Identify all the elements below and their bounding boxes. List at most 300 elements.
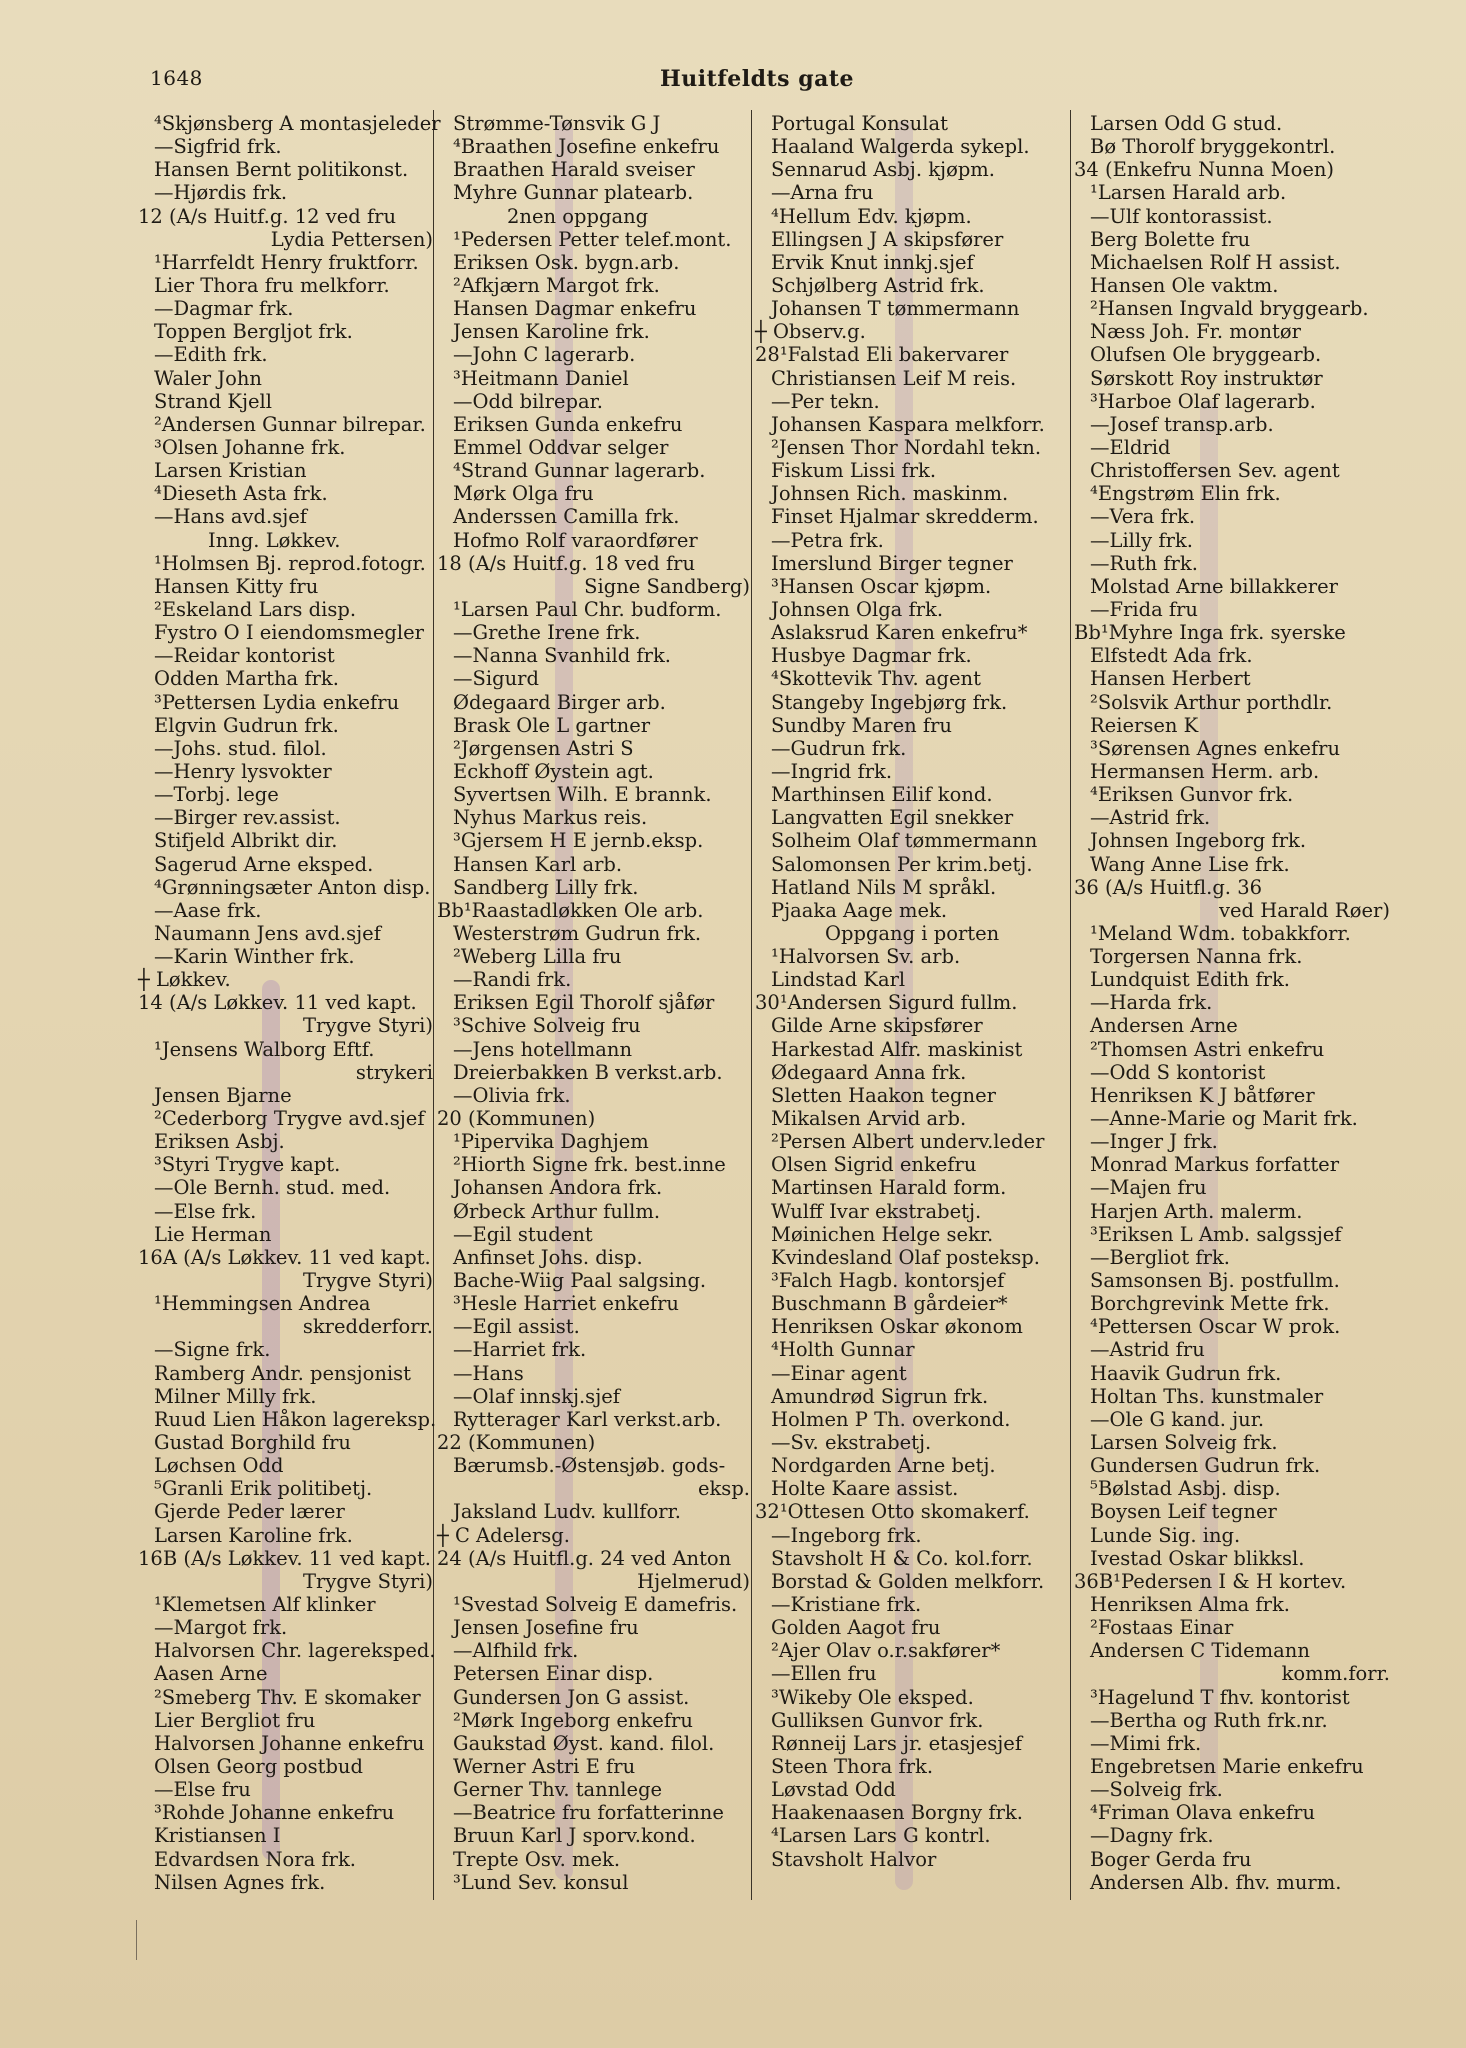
directory-entry: ²Jensen Thor Nordahl tekn. [771, 435, 1042, 459]
directory-entry: Hansen Herbert [1090, 667, 1251, 691]
directory-entry: ⁴Hellum Edv. kjøpm. [771, 204, 972, 228]
directory-entry: Wulff Ivar ekstrabetj. [771, 1199, 982, 1223]
directory-entry: ¹Pedersen Petter telef.mont. [453, 227, 732, 251]
directory-entry: ³Wikeby Ole eksped. [771, 1685, 974, 1709]
directory-entry: —Arna fru [771, 181, 874, 205]
directory-entry: Werner Astri E fru [453, 1754, 636, 1778]
directory-entry: Olsen Georg postbud [154, 1754, 363, 1778]
directory-entry: ⁴Larsen Lars G kontrl. [771, 1824, 991, 1848]
directory-entry: 34 (Enkefru Nunna Moen) [1074, 158, 1335, 182]
directory-entry: —Birger rev.assist. [154, 806, 341, 830]
directory-entry: —Anne-Marie og Marit frk. [1090, 1107, 1358, 1131]
directory-entry: Martinsen Harald form. [771, 1176, 1007, 1200]
directory-entry: Milner Milly frk. [154, 1384, 317, 1408]
directory-entry: —Nanna Svanhild frk. [453, 644, 671, 668]
directory-entry: ⁴Strand Gunnar lagerarb. [453, 459, 706, 483]
directory-entry: Holte Kaare assist. [771, 1477, 959, 1501]
directory-entry: Hansen Karl arb. [453, 852, 623, 876]
directory-entry: Gustad Borghild fru [154, 1431, 351, 1455]
directory-entry: ²Persen Albert underv.leder [771, 1130, 1045, 1154]
directory-entry: Henriksen K J båtfører [1090, 1083, 1315, 1107]
column-rule [1070, 110, 1071, 1900]
directory-entry: Elfstedt Ada frk. [1090, 644, 1253, 668]
directory-entry: Strand Kjell [154, 389, 273, 413]
directory-entry: Næss Joh. Fr. montør [1090, 320, 1301, 344]
directory-entry: komm.forr. [1281, 1662, 1390, 1686]
directory-entry: Husbye Dagmar frk. [771, 644, 972, 668]
directory-entry: Jensen Bjarne [154, 1083, 292, 1107]
directory-entry: ⁴Engstrøm Elin frk. [1090, 482, 1281, 506]
directory-entry: Signe Sandberg) [584, 574, 750, 598]
directory-entry: —Einar agent [771, 1361, 907, 1385]
directory-entry: —Ole Bernh. stud. med. [154, 1176, 391, 1200]
directory-entry: —Josef transp.arb. [1090, 412, 1274, 436]
directory-entry: 16B (A/s Løkkev. 11 ved kapt. [138, 1546, 431, 1570]
directory-entry: Amundrød Sigrun frk. [771, 1384, 989, 1408]
directory-entry: ²Thomsen Astri enkefru [1090, 1037, 1325, 1061]
directory-entry: ³Sørensen Agnes enkefru [1090, 736, 1341, 760]
directory-entry: Rytterager Karl verkst.arb. [453, 1407, 722, 1431]
directory-entry: Torgersen Nanna frk. [1090, 945, 1303, 969]
directory-entry: Trepte Osv. mek. [453, 1847, 621, 1871]
directory-entry: ⁴Eriksen Gunvor frk. [1090, 783, 1294, 807]
directory-entry: Christiansen Leif M reis. [771, 366, 1017, 390]
directory-entry: ²Eskeland Lars disp. [154, 597, 357, 621]
directory-entry: Jensen Josefine fru [453, 1616, 639, 1640]
directory-entry: ²Ajer Olav o.r.sakfører* [771, 1639, 1001, 1663]
directory-entry: —Else fru [154, 1778, 251, 1802]
directory-entry: ³Falch Hagb. kontorsjef [771, 1269, 1005, 1293]
directory-entry: Johansen Andora frk. [453, 1176, 663, 1200]
directory-entry: —Hjørdis frk. [154, 181, 288, 205]
directory-entry: ³Styri Trygve kapt. [154, 1153, 341, 1177]
directory-entry: —Aase frk. [154, 898, 262, 922]
directory-entry: —Jens hotellmann [453, 1037, 633, 1061]
directory-entry: Holtan Ths. kunstmaler [1090, 1384, 1324, 1408]
directory-entry: —Johs. stud. filol. [154, 736, 327, 760]
directory-entry: —Ingeborg frk. [771, 1523, 922, 1547]
directory-entry: ²Mørk Ingeborg enkefru [453, 1708, 693, 1732]
directory-entry: 22 (Kommunen) [437, 1431, 596, 1455]
column-1 [138, 112, 441, 1894]
directory-entry: ³Heitmann Daniel [453, 366, 629, 390]
directory-entry: Ivestad Oskar blikksl. [1090, 1546, 1305, 1570]
directory-entry: ¹Jensens Walborg Eftf. [154, 1037, 375, 1061]
directory-entry: Nilsen Agnes frk. [154, 1870, 326, 1894]
directory-entry: Ruud Lien Håkon lagereksp. [154, 1407, 437, 1431]
directory-entry: Kristiansen I [154, 1824, 281, 1848]
directory-entry: Hjelmerud) [637, 1569, 750, 1593]
directory-entry: Anderssen Camilla frk. [453, 505, 680, 529]
directory-entry: Ødegaard Birger arb. [453, 690, 666, 714]
directory-entry: Stangeby Ingebjørg frk. [771, 690, 1008, 714]
directory-entry: Johansen Kaspara melkforr. [771, 412, 1045, 436]
directory-entry: —Hans avd.sjef [154, 505, 308, 529]
directory-entry: ³Rohde Johanne enkefru [154, 1801, 395, 1825]
directory-entry: Andersen Alb. fhv. murm. [1090, 1870, 1342, 1894]
directory-entry: —Sigfrid frk. [154, 135, 282, 159]
directory-entry: Lier Bergliot fru [154, 1708, 316, 1732]
directory-entry: ⁴Skottevik Thv. agent [771, 667, 981, 691]
directory-entry: Berg Bolette fru [1090, 227, 1251, 251]
directory-entry: Gundersen Gudrun frk. [1090, 1454, 1321, 1478]
directory-entry: Eckhoff Øystein agt. [453, 759, 654, 783]
directory-entry: —Vera frk. [1090, 505, 1196, 529]
directory-entry: —Ruth frk. [1090, 551, 1198, 575]
directory-entry: —Majen fru [1090, 1176, 1207, 1200]
directory-entry: —Solveig frk. [1090, 1778, 1223, 1802]
directory-entry: Aslaksrud Karen enkefru* [771, 621, 1028, 645]
directory-entry: —Reidar kontorist [154, 644, 335, 668]
column-rule [433, 110, 434, 1900]
directory-entry: 36 (A/s Huitfl.g. 36 [1074, 875, 1263, 899]
directory-entry: Sennarud Asbj. kjøpm. [771, 158, 995, 182]
directory-entry: ³Gjersem H E jernb.eksp. [453, 829, 704, 853]
directory-entry: —Mimi frk. [1090, 1731, 1202, 1755]
directory-entry: ²Fostaas Einar [1090, 1616, 1234, 1640]
directory-entry: —Astrid fru [1090, 1338, 1205, 1362]
directory-entry: —Olaf innskj.sjef [453, 1384, 620, 1408]
directory-entry: ┼ Løkkev. [138, 968, 231, 992]
directory-entry: ³Harboe Olaf lagerarb. [1090, 389, 1316, 413]
directory-entry: Larsen Odd G stud. [1090, 112, 1283, 135]
directory-entry: Golden Aagot fru [771, 1616, 941, 1640]
directory-entry: Halvorsen Chr. lagereksped. [154, 1639, 436, 1663]
directory-entry: Andersen C Tidemann [1090, 1639, 1310, 1663]
directory-entry: Nordgarden Arne betj. [771, 1454, 996, 1478]
directory-entry: —Eldrid [1090, 435, 1171, 459]
directory-entry: Ellingsen J A skipsfører [771, 227, 1004, 251]
directory-entry: Andersen Arne [1090, 1014, 1238, 1038]
directory-entry: ⁴Braathen Josefine enkefru [453, 135, 720, 159]
directory-entry: Hansen Bernt politikonst. [154, 158, 409, 182]
directory-entry: Samsonsen Bj. postfullm. [1090, 1269, 1340, 1293]
directory-entry: Fiskum Lissi frk. [771, 459, 937, 483]
directory-entry: ¹Larsen Paul Chr. budform. [453, 597, 722, 621]
directory-entry: Bø Thorolf bryggekontrl. [1090, 135, 1336, 159]
directory-entry: Eriksen Egil Thorolf sjåfør [453, 991, 715, 1015]
directory-entry: strykeri [355, 1060, 433, 1084]
directory-entry: —Alfhild frk. [453, 1639, 579, 1663]
directory-entry: ⁵Bølstad Asbj. disp. [1090, 1477, 1281, 1501]
directory-entry: Halvorsen Johanne enkefru [154, 1731, 425, 1755]
directory-entry: ¹Svestad Solveig E damefris. [453, 1593, 738, 1616]
directory-entry: 20 (Kommunen) [437, 1107, 596, 1131]
directory-entry: Gerner Thv. tannlege [453, 1778, 663, 1802]
directory-entry: —Grethe Irene frk. [453, 621, 641, 645]
directory-entry: ²Hansen Ingvald bryggearb. [1090, 297, 1369, 321]
directory-entry: ┼ C Adelersg. [437, 1523, 570, 1547]
directory-entry: —Karin Winther frk. [154, 945, 355, 969]
directory-entry: Marthinsen Eilif kond. [771, 783, 993, 807]
directory-entry: —Beatrice fru forfatterinne [453, 1801, 724, 1825]
directory-entry: —Lilly frk. [1090, 528, 1193, 552]
directory-entry: —Bertha og Ruth frk.nr. [1090, 1708, 1328, 1732]
directory-entry: —Egil assist. [453, 1315, 580, 1339]
directory-entry: Ervik Knut innkj.sjef [771, 250, 974, 274]
street-title: Huitfeldts gate [660, 66, 855, 92]
directory-entry: Pjaaka Aage mek. [771, 898, 948, 922]
directory-entry: Trygve Styri) [303, 1014, 433, 1038]
directory-entry: Petersen Einar disp. [453, 1662, 654, 1686]
directory-entry: Gundersen Jon G assist. [453, 1685, 690, 1709]
directory-entry: Oppgang i porten [825, 921, 1000, 945]
directory-entry: Borchgrevink Mette frk. [1090, 1292, 1330, 1316]
directory-entry: Stifjeld Albrikt dir. [154, 829, 338, 853]
directory-entry: —Olivia frk. [453, 1083, 571, 1107]
directory-entry: Sørskott Roy instruktør [1090, 366, 1323, 390]
directory-entry: —Dagny frk. [1090, 1824, 1214, 1848]
directory-entry: Finset Hjalmar skredderm. [771, 505, 1039, 529]
directory-entry: Holmen P Th. overkond. [771, 1407, 1011, 1431]
directory-entry: ¹Pipervika Daghjem [453, 1130, 649, 1154]
directory-entry: —Dagmar frk. [154, 297, 294, 321]
directory-entry: ┼ Observ.g. [755, 320, 866, 344]
directory-entry: Larsen Karoline frk. [154, 1523, 353, 1547]
directory-entry: ²Cederborg Trygve avd.sjef [154, 1107, 425, 1131]
directory-entry: Steen Thora frk. [771, 1754, 934, 1778]
directory-entry: 30¹Andersen Sigurd fullm. [755, 991, 1018, 1015]
directory-entry: Sletten Haakon tegner [771, 1083, 996, 1107]
directory-entry: Boysen Leif tegner [1090, 1500, 1277, 1524]
directory-entry: ²Hiorth Signe frk. best.inne [453, 1153, 726, 1177]
directory-entry: Christoffersen Sev. agent [1090, 459, 1340, 483]
directory-entry: Engebretsen Marie enkefru [1090, 1754, 1364, 1778]
directory-entry: Salomonsen Per krim.betj. [771, 852, 1033, 876]
directory-entry: Johnsen Ingeborg frk. [1090, 829, 1307, 853]
directory-entry: Kvindesland Olaf posteksp. [771, 1245, 1040, 1269]
directory-entry: Haakenaasen Borgny frk. [771, 1801, 1023, 1825]
directory-entry: —Egil student [453, 1222, 593, 1246]
directory-entry: Fystro O I eiendomsmegler [154, 621, 424, 645]
directory-entry: Boger Gerda fru [1090, 1847, 1252, 1871]
directory-entry: Bærumsb.-Østensjøb. gods- [453, 1454, 726, 1478]
directory-entry: Hofmo Rolf varaordfører [453, 528, 698, 552]
directory-entry: Solheim Olaf tømmermann [771, 829, 1038, 853]
directory-entry: —Ulf kontorassist. [1090, 204, 1273, 228]
directory-entry: Trygve Styri) [303, 1569, 433, 1593]
directory-entry: skredderforr. [302, 1315, 433, 1339]
directory-entry: Reiersen K [1090, 713, 1199, 737]
directory-entry: 12 (A/s Huitf.g. 12 ved fru [138, 204, 397, 228]
directory-entry: ⁴Friman Olava enkefru [1090, 1801, 1316, 1825]
directory-entry: Strømme-Tønsvik G J [453, 112, 661, 135]
directory-entry: —Margot frk. [154, 1616, 288, 1640]
directory-entry: ¹Harrfeldt Henry fruktforr. [154, 250, 419, 274]
directory-entry: —Ole G kand. jur. [1090, 1407, 1265, 1431]
directory-entry: Molstad Arne billakkerer [1090, 574, 1338, 598]
column-rule [751, 110, 752, 1900]
directory-entry: Henriksen Oskar økonom [771, 1315, 1023, 1339]
directory-entry: Sundby Maren fru [771, 713, 952, 737]
directory-entry: Olsen Sigrid enkefru [771, 1153, 977, 1177]
directory-entry: Jaksland Ludv. kullforr. [453, 1500, 681, 1524]
directory-entry: —Ingrid frk. [771, 759, 893, 783]
directory-entry: ³Olsen Johanne frk. [154, 435, 346, 459]
directory-entry: Stavsholt H & Co. kol.forr. [771, 1546, 1033, 1570]
directory-entry: Lydia Pettersen) [270, 227, 433, 251]
directory-entry: Portugal Konsulat [771, 112, 948, 135]
directory-entry: Larsen Solveig frk. [1090, 1431, 1278, 1455]
directory-entry: Harkestad Alfr. maskinist [771, 1037, 1023, 1061]
directory-entry: ⁴Grønningsæter Anton disp. [154, 875, 431, 899]
directory-entry: —Signe frk. [154, 1338, 271, 1362]
directory-entry: —John C lagerarb. [453, 343, 636, 367]
directory-entry: 24 (A/s Huitfl.g. 24 ved Anton [437, 1546, 732, 1570]
page-number: 1648 [150, 66, 203, 90]
directory-entry: ¹Holmsen Bj. reprod.fotogr. [154, 551, 426, 575]
directory-entry: Hermansen Herm. arb. [1090, 759, 1320, 783]
directory-entry: ¹Meland Wdm. tobakkforr. [1090, 921, 1351, 945]
directory-entry: Schjølberg Astrid frk. [771, 273, 985, 297]
directory-entry: —Harriet frk. [453, 1338, 587, 1362]
directory-entry: Bruun Karl J sporv.kond. [453, 1824, 696, 1848]
directory-entry: 18 (A/s Huitf.g. 18 ved fru [437, 551, 696, 575]
directory-entry: Imerslund Birger tegner [771, 551, 1013, 575]
column-3 [755, 112, 1065, 1871]
directory-entry: Braathen Harald sveiser [453, 158, 695, 182]
directory-entry: Buschmann B gårdeier* [771, 1292, 1008, 1316]
directory-entry: ²Jørgensen Astri S [453, 736, 634, 760]
directory-entry: ¹Hemmingsen Andrea [154, 1292, 371, 1316]
directory-entry: Lindstad Karl [771, 968, 906, 992]
directory-entry: Mørk Olga fru [453, 482, 594, 506]
directory-entry: Møinichen Helge sekr. [771, 1222, 994, 1246]
directory-entry: —Harda frk. [1090, 991, 1213, 1015]
directory-entry: Sagerud Arne eksped. [154, 852, 374, 876]
directory-entry: Harjen Arth. malerm. [1090, 1199, 1303, 1223]
directory-entry: Brask Ole L gartner [453, 713, 651, 737]
column-4 [1074, 112, 1390, 1894]
directory-entry: Myhre Gunnar platearb. [453, 181, 694, 205]
directory-entry: —Petra frk. [771, 528, 884, 552]
directory-entry: 28¹Falstad Eli bakervarer [755, 343, 1009, 367]
directory-entry: ³Pettersen Lydia enkefru [154, 690, 400, 714]
directory-entry: —Else frk. [154, 1199, 257, 1223]
directory-entry: —Sv. ekstrabetj. [771, 1431, 932, 1455]
directory-entry: Hansen Kitty fru [154, 574, 319, 598]
directory-entry: Gjerde Peder lærer [154, 1500, 345, 1524]
directory-entry: 2nen oppgang [507, 204, 649, 228]
directory-entry: ¹Larsen Harald arb. [1090, 181, 1287, 205]
directory-entry: Sandberg Lilly frk. [453, 875, 639, 899]
directory-entry: Hatland Nils M språkl. [771, 875, 997, 899]
directory-entry: Hansen Ole vaktm. [1090, 273, 1279, 297]
directory-entry: Waler John [154, 366, 262, 390]
directory-entry: Lundquist Edith frk. [1090, 968, 1290, 992]
directory-entry: —Randi frk. [453, 968, 572, 992]
directory-entry: Eriksen Asbj. [154, 1130, 285, 1154]
directory-entry: Hansen Dagmar enkefru [453, 297, 697, 321]
directory-entry: —Kristiane frk. [771, 1593, 922, 1616]
column-2 [437, 112, 750, 1894]
directory-entry: Johnsen Olga frk. [771, 597, 944, 621]
margin-mark [136, 1920, 137, 1960]
directory-entry: —Inger J frk. [1090, 1130, 1218, 1154]
directory-entry: —Odd bilrepar. [453, 389, 603, 413]
directory-entry: Inng. Løkkev. [208, 528, 341, 552]
directory-entry: Jensen Karoline frk. [453, 320, 650, 344]
directory-entry: Trygve Styri) [303, 1269, 433, 1293]
directory-entry: ³Eriksen L Amb. salgssjef [1090, 1222, 1342, 1246]
directory-entry: —Gudrun frk. [771, 736, 907, 760]
directory-entry: Westerstrøm Gudrun frk. [453, 921, 702, 945]
directory-entry: Naumann Jens avd.sjef [154, 921, 381, 945]
directory-entry: 14 (A/s Løkkev. 11 ved kapt. [138, 991, 417, 1015]
directory-entry: —Per tekn. [771, 389, 880, 413]
directory-entry: ²Afkjærn Margot frk. [453, 273, 660, 297]
directory-entry: Elgvin Gudrun frk. [154, 713, 339, 737]
directory-entry: —Torbj. lege [154, 783, 279, 807]
directory-entry: Løvstad Odd [771, 1778, 896, 1802]
directory-entry: Syvertsen Wilh. E brannk. [453, 783, 712, 807]
directory-entry: Langvatten Egil snekker [771, 806, 1014, 830]
directory-entry: —Sigurd [453, 667, 539, 691]
directory-entry: Lier Thora fru melkforr. [154, 273, 390, 297]
directory-entry: —Henry lysvokter [154, 759, 332, 783]
directory-entry: Eriksen Gunda enkefru [453, 412, 683, 436]
directory-entry: Borstad & Golden melkforr. [771, 1569, 1045, 1593]
directory-entry: —Bergliot frk. [1090, 1245, 1230, 1269]
directory-entry: Emmel Oddvar selger [453, 435, 669, 459]
directory-entry: Bache-Wiig Paal salgsing. [453, 1269, 707, 1293]
directory-entry: ²Solsvik Arthur porthdlr. [1090, 690, 1333, 714]
directory-entry: Rønneij Lars jr. etasjesjef [771, 1731, 1023, 1755]
directory-entry: eksp. [697, 1477, 750, 1501]
directory-entry: Henriksen Alma frk. [1090, 1593, 1290, 1616]
directory-entry: Lunde Sig. ing. [1090, 1523, 1241, 1547]
directory-entry: —Frida fru [1090, 597, 1198, 621]
directory-entry: 36B¹Pedersen I & H kortev. [1074, 1569, 1347, 1593]
directory-entry: Toppen Bergljot frk. [154, 320, 353, 344]
directory-entry: —Astrid frk. [1090, 806, 1211, 830]
directory-entry: Dreierbakken B verkst.arb. [453, 1060, 723, 1084]
directory-entry: Odden Martha frk. [154, 667, 339, 691]
directory-entry: —Edith frk. [154, 343, 268, 367]
directory-entry: ³Hesle Harriet enkefru [453, 1292, 679, 1316]
directory-entry: ²Smeberg Thv. E skomaker [154, 1685, 421, 1709]
directory-entry: Gulliksen Gunvor frk. [771, 1708, 984, 1732]
directory-entry: Eriksen Osk. bygn.arb. [453, 250, 680, 274]
directory-entry: Michaelsen Rolf H assist. [1090, 250, 1341, 274]
directory-entry: Larsen Kristian [154, 459, 307, 483]
directory-entry: ⁵Granli Erik politibetj. [154, 1477, 373, 1501]
directory-entry: ¹Klemetsen Alf klinker [154, 1593, 376, 1616]
directory-entry: ⁴Holth Gunnar [771, 1338, 915, 1362]
directory-entry: Stavsholt Halvor [771, 1847, 937, 1871]
directory-entry: Haaland Walgerda sykepl. [771, 135, 1030, 159]
directory-entry: —Hans [453, 1361, 524, 1385]
directory-entry: ⁴Pettersen Oscar W prok. [1090, 1315, 1341, 1339]
directory-entry: Mikalsen Arvid arb. [771, 1107, 967, 1131]
directory-entry: ³Hagelund T fhv. kontorist [1090, 1685, 1350, 1709]
directory-entry: Bb¹Myhre Inga frk. syerske [1074, 621, 1346, 645]
directory-entry: ⁴Dieseth Asta frk. [154, 482, 328, 506]
directory-entry: Løchsen Odd [154, 1454, 284, 1478]
directory-entry: Wang Anne Lise frk. [1090, 852, 1290, 876]
directory-entry: ved Harald Røer) [1219, 898, 1390, 922]
directory-entry: ³Schive Solveig fru [453, 1014, 641, 1038]
directory-entry: Gilde Arne skipsfører [771, 1014, 983, 1038]
directory-entry: ²Andersen Gunnar bilrepar. [154, 412, 426, 436]
directory-entry: Edvardsen Nora frk. [154, 1847, 356, 1871]
directory-entry: Anfinset Johs. disp. [453, 1245, 643, 1269]
directory-entry: Haavik Gudrun frk. [1090, 1361, 1282, 1385]
directory-entry: Monrad Markus forfatter [1090, 1153, 1340, 1177]
directory-entry: Nyhus Markus reis. [453, 806, 648, 830]
directory-entry: Aasen Arne [154, 1662, 268, 1686]
directory-entry: Ørbeck Arthur fullm. [453, 1199, 661, 1223]
